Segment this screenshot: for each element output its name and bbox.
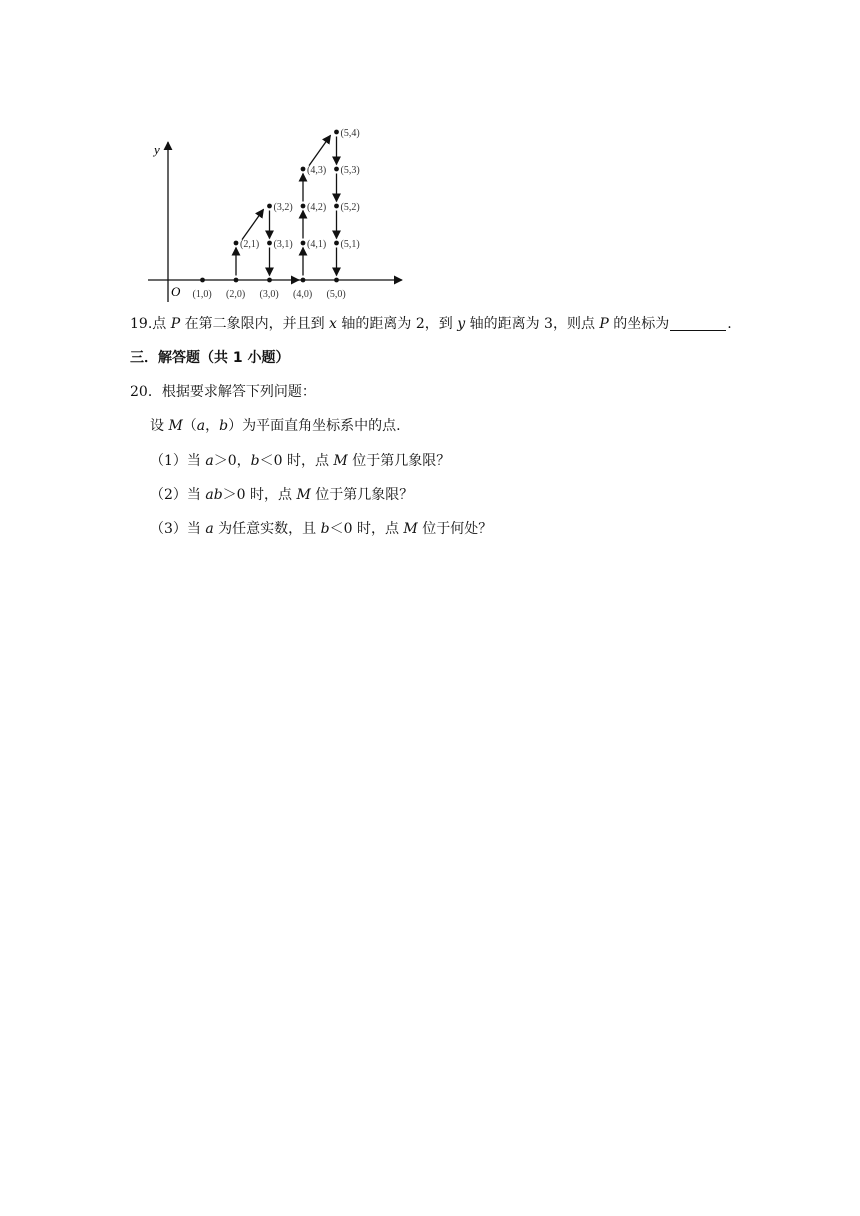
lattice-point xyxy=(334,241,339,246)
question-number: 19. xyxy=(130,316,153,332)
variable-x: x xyxy=(329,316,337,332)
variable-m: M xyxy=(168,418,183,434)
y-axis-label: y xyxy=(154,142,160,157)
section-title: 三．解答题（共 1 小题） xyxy=(130,350,290,366)
text: 根据要求解答下列问题： xyxy=(161,384,316,400)
question-20-setup xyxy=(150,416,401,436)
variable-a: a xyxy=(196,418,206,434)
lattice-point xyxy=(267,278,272,283)
variable-b: b xyxy=(320,521,330,537)
text: 轴的距离为 2，到 xyxy=(336,316,458,332)
lattice-point xyxy=(301,241,306,246)
point-label: (4,1) xyxy=(307,239,327,250)
point-label: (5,3) xyxy=(340,165,360,176)
variable-b: b xyxy=(250,453,260,469)
variable-b: b xyxy=(219,418,229,434)
question-20-part-2 xyxy=(150,485,413,505)
variable-ab: ab xyxy=(205,487,223,503)
lattice-point xyxy=(301,167,306,172)
point-label: (5,0) xyxy=(326,289,346,300)
lattice-point xyxy=(234,241,239,246)
variable-m: M xyxy=(296,487,311,503)
lattice-point xyxy=(301,278,306,283)
variable-m: M xyxy=(333,453,348,469)
point-label: (3,2) xyxy=(273,202,293,213)
point-label: (5,4) xyxy=(340,128,360,139)
text: 在第二象限内，并且到 xyxy=(180,316,330,332)
variable-p: P xyxy=(599,316,609,332)
text: （2）当 xyxy=(150,487,206,503)
text: 轴的距离为 3，则点 xyxy=(465,316,600,332)
variable-m: M xyxy=(403,521,418,537)
lattice-point xyxy=(334,130,339,135)
text: . xyxy=(727,316,732,332)
text: 点 xyxy=(152,316,171,332)
lattice-points xyxy=(193,128,360,300)
point-label: (4,2) xyxy=(307,202,327,213)
text: ， xyxy=(205,418,220,434)
lattice-point xyxy=(301,204,306,209)
text: ＜0 时，点 xyxy=(259,453,334,469)
variable-y: y xyxy=(457,316,466,332)
lattice-point xyxy=(334,204,339,209)
lattice-point xyxy=(267,204,272,209)
path-arrow xyxy=(309,135,330,165)
coordinate-path-figure xyxy=(140,100,410,308)
text: ＜0 时，点 xyxy=(329,521,404,537)
variable-p: P xyxy=(170,316,181,332)
lattice-point xyxy=(234,278,239,283)
text: （3）当 xyxy=(150,521,206,537)
point-label: (2,1) xyxy=(240,239,260,250)
variable-a: a xyxy=(205,453,214,469)
text: （1）当 xyxy=(150,453,206,469)
text: 的坐标为 xyxy=(608,316,670,332)
text: ＞0， xyxy=(213,453,251,469)
text: 位于第几象限？ xyxy=(310,487,414,503)
point-label: (4,0) xyxy=(293,289,313,300)
point-label: (3,0) xyxy=(259,289,279,300)
text: ）为平面直角坐标系中的点. xyxy=(228,418,401,434)
question-20-part-1 xyxy=(150,451,450,471)
question-20-intro xyxy=(130,382,316,402)
point-label: (5,1) xyxy=(340,239,360,250)
question-20-part-3 xyxy=(150,519,492,539)
origin-label: O xyxy=(171,284,181,299)
point-label: (5,2) xyxy=(340,202,360,213)
text: ＞0 时，点 xyxy=(222,487,297,503)
point-label: (4,3) xyxy=(307,165,327,176)
answer-blank[interactable] xyxy=(670,316,726,331)
lattice-point xyxy=(334,167,339,172)
question-number: 20． xyxy=(130,384,162,400)
question-19 xyxy=(130,314,732,334)
text: 位于第几象限？ xyxy=(347,453,451,469)
point-label: (2,0) xyxy=(226,289,246,300)
text: （ xyxy=(182,418,197,434)
text: 设 xyxy=(150,418,169,434)
text: 位于何处？ xyxy=(417,521,493,537)
variable-a: a xyxy=(205,521,214,537)
text: 为任意实数，且 xyxy=(213,521,321,537)
lattice-point xyxy=(200,278,205,283)
path-arrow xyxy=(242,209,263,239)
point-label: (3,1) xyxy=(273,239,293,250)
lattice-point xyxy=(334,278,339,283)
point-label: (1,0) xyxy=(192,289,212,300)
lattice-point xyxy=(267,241,272,246)
